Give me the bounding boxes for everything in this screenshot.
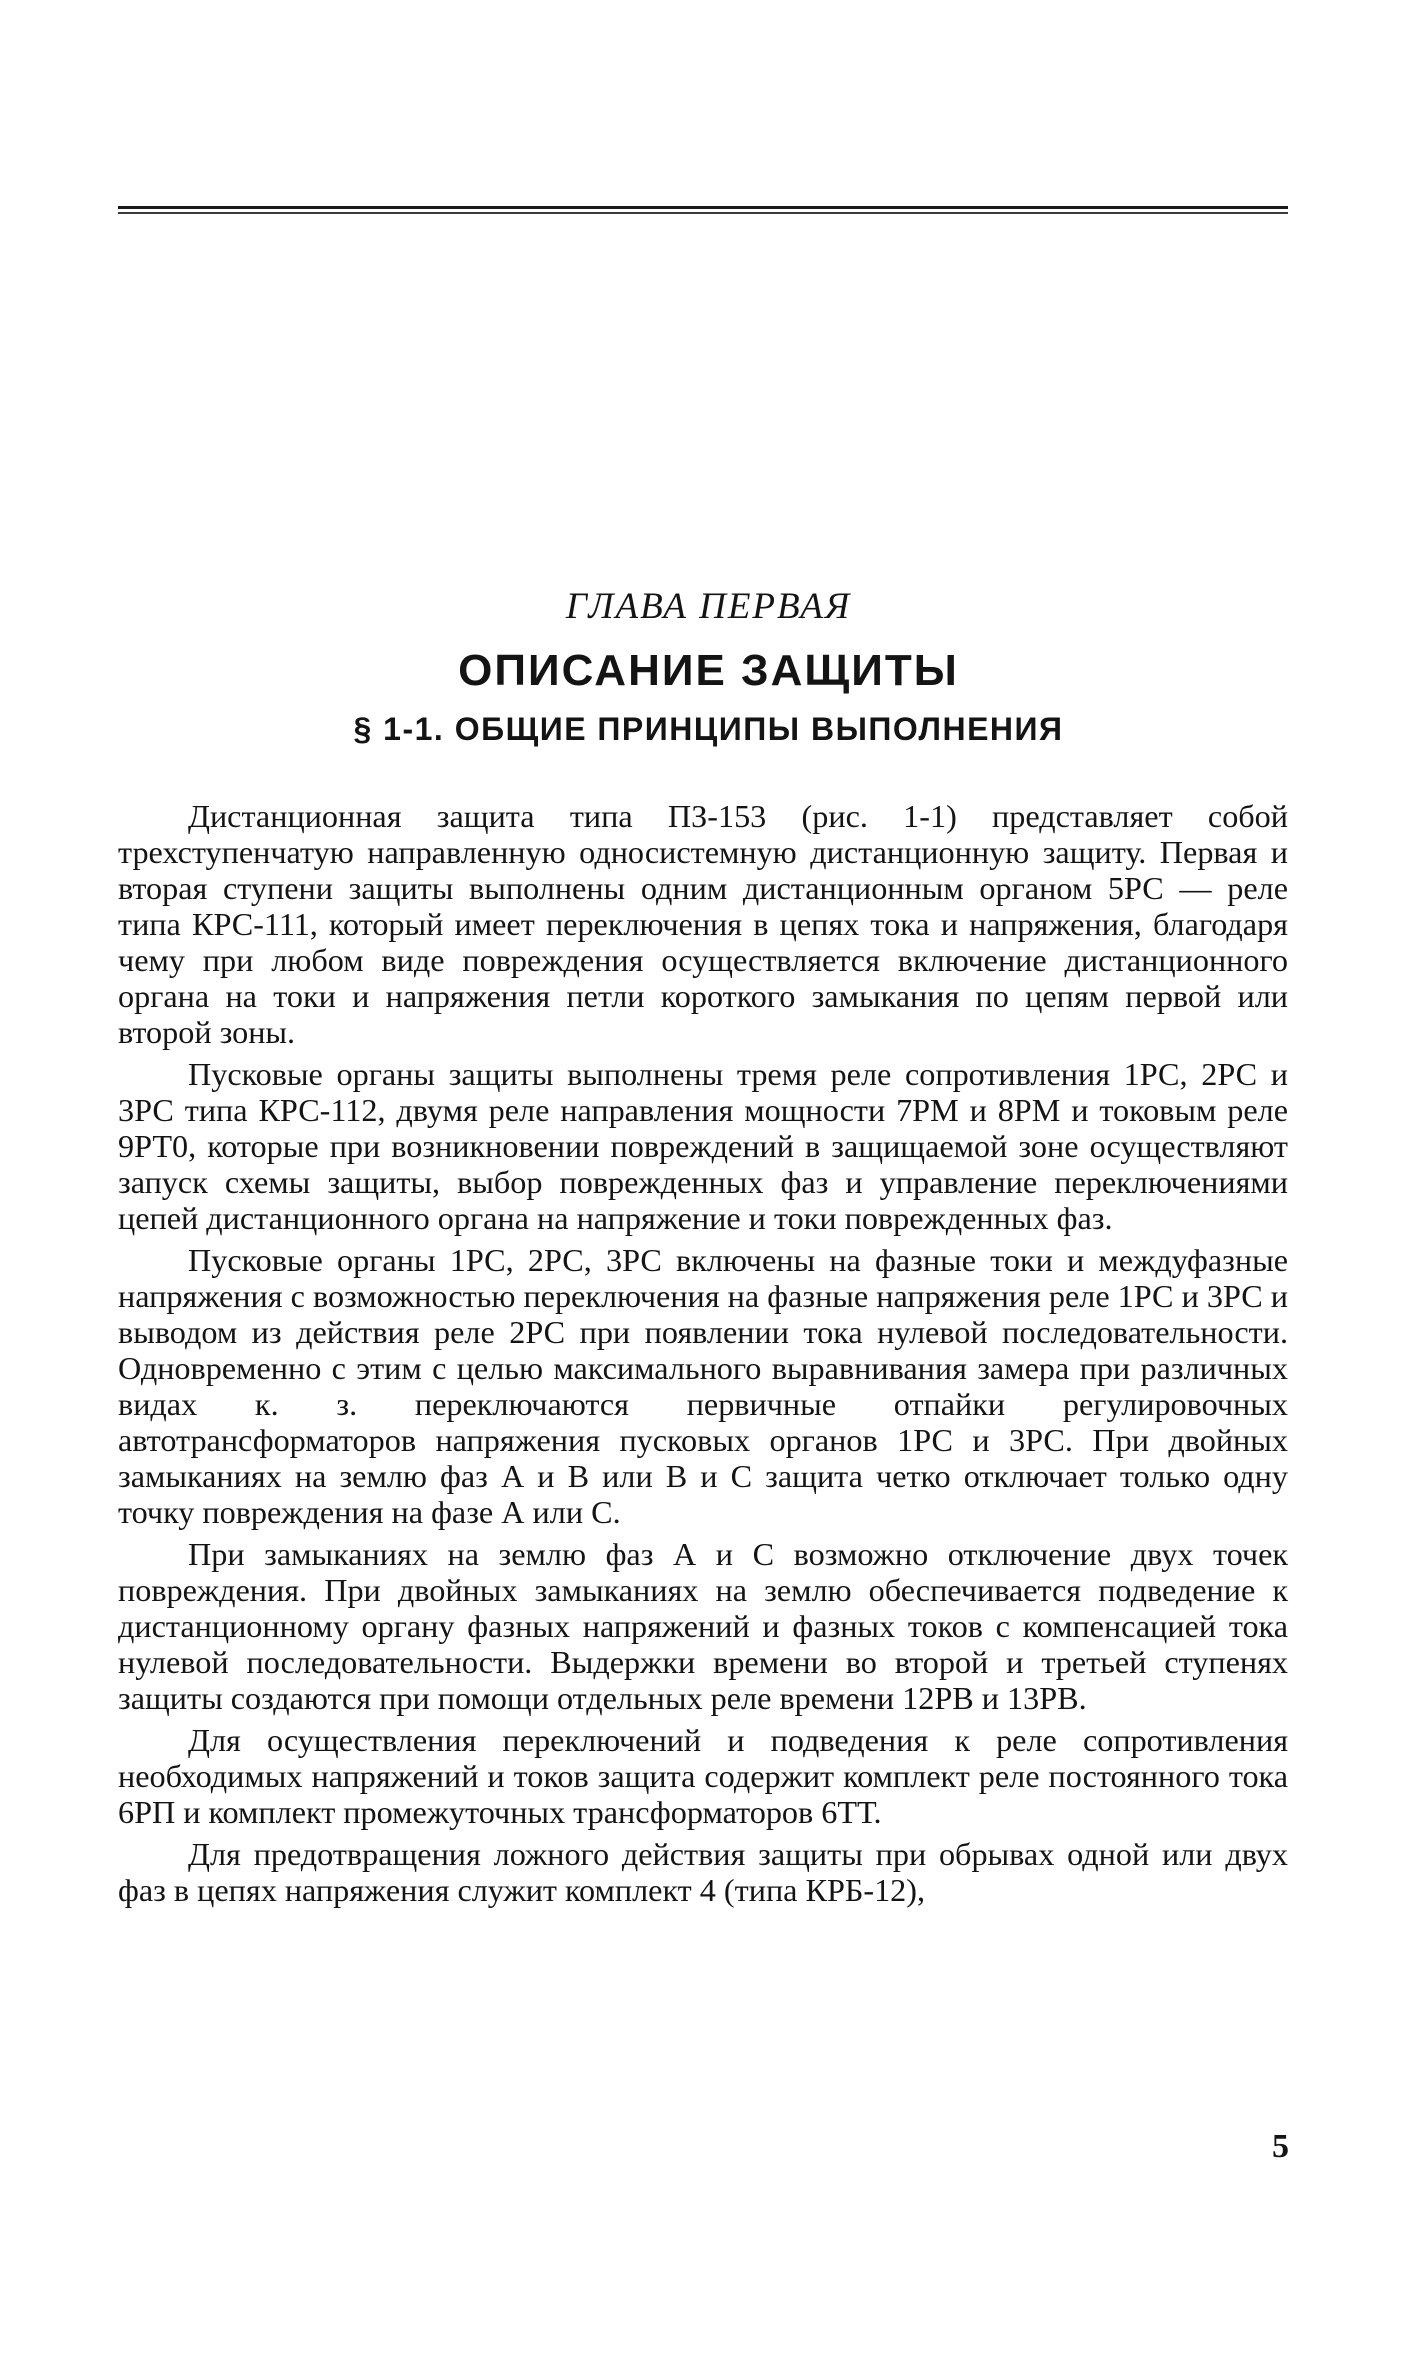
section-title: § 1-1. ОБЩИЕ ПРИНЦИПЫ ВЫПОЛНЕНИЯ <box>353 711 1064 747</box>
paragraph-4: При замыканиях на землю фаз А и С возможно отключение двух точек повреждения. При двойных замыканиях на землю обеспечивается подведение к дистанционному органу фазных напряжений и фазных токов с компенсацией тока нулевой последовательности. Выдержки времени во второй и третьей ступенях защиты создаются при помощи отдельных реле времени 12РВ и 13РВ. <box>118 1536 1288 1716</box>
paragraph-1: Дистанционная защита типа ПЗ-153 (рис. 1-1) представляет собой трехступенчатую направленную односистемную дистанционную защиту. Первая и вторая ступени защиты выполнены одним дистанционным органом 5РС — реле типа КРС-111, который имеет переключения в цепях тока и напряжения, благодаря чему при любом виде повреждения осуществляется включение дистанционного органа на токи и напряжения петли короткого замыкания по цепям первой или второй зоны. <box>118 798 1288 1050</box>
body-text <box>118 798 1288 1914</box>
chapter-title: ОПИСАНИЕ ЗАЩИТЫ <box>458 646 959 695</box>
header-rule <box>118 206 1288 214</box>
paragraph-5: Для осуществления переключений и подведения к реле сопротивления необходимых напряжений и токов защита содержит комплект реле постоянного тока 6РП и комплект промежуточных трансформаторов 6ТТ. <box>118 1722 1288 1830</box>
paragraph-6: Для предотвращения ложного действия защиты при обрывах одной или двух фаз в цепях напряжения служит комплект 4 (типа КРБ-12), <box>118 1836 1288 1908</box>
paragraph-2: Пусковые органы защиты выполнены тремя реле сопротивления 1РС, 2РС и 3РС типа КРС-112, двумя реле направления мощности 7РМ и 8РМ и токовым реле 9РТ0, которые при возникновении повреждений в защищаемой зоне осуществляют запуск схемы защиты, выбор поврежденных фаз и управление переключениями цепей дистанционного органа на напряжение и токи поврежденных фаз. <box>118 1056 1288 1236</box>
page-number: 5 <box>1272 2128 1289 2165</box>
paragraph-3: Пусковые органы 1РС, 2РС, 3РС включены на фазные токи и междуфазные напряжения с возможностью переключения на фазные напряжения реле 1РС и 3РС и выводом из действия реле 2РС при появлении тока нулевой последовательности. Одновременно с этим с целью максимального выравнивания замера при различных видах к. з. переключаются первичные отпайки регулировочных автотрансформаторов напряжения пусковых органов 1РС и 3РС. При двойных замыканиях на землю фаз А и В или В и С защита четко отключает только одну точку повреждения на фазе А или С. <box>118 1242 1288 1530</box>
chapter-label: ГЛАВА ПЕРВАЯ <box>565 586 852 627</box>
